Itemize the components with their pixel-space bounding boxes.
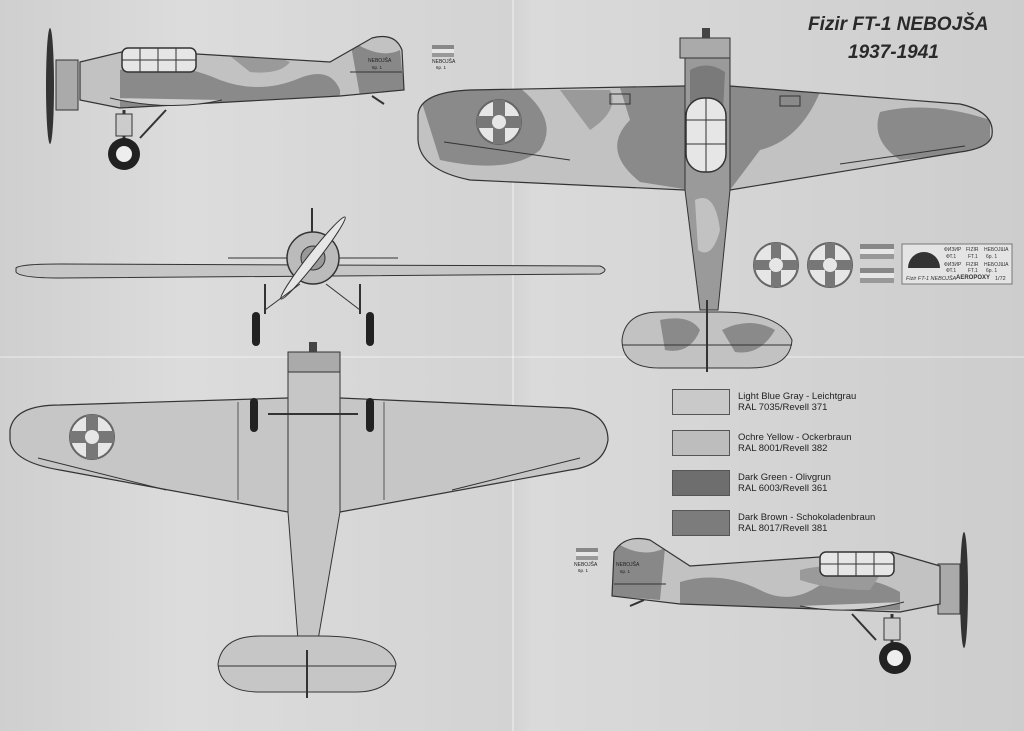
color-name: Light Blue Gray - Leichtgrau	[738, 391, 857, 402]
color-name: Dark Brown - Schokoladenbraun	[738, 512, 876, 523]
legend-text	[738, 512, 938, 534]
legend-row	[672, 510, 932, 540]
color-swatch	[672, 430, 730, 456]
propeller-side	[46, 28, 54, 144]
decal-text-1b: FIZIR	[966, 247, 979, 253]
legend-row	[672, 389, 932, 419]
decal-text-1a: ФИЗИР	[944, 247, 962, 253]
front-wheel-left	[252, 312, 260, 346]
flag-name-right: NEBOJŠA	[574, 562, 598, 568]
decal-text-3b: FIZIR	[966, 262, 979, 268]
front-view	[16, 208, 605, 346]
fuselage-unit: 6p. 1	[372, 65, 383, 70]
page-title: Fizir FT-1 NEBOJŠA	[808, 14, 989, 35]
decal-roundel-2	[808, 243, 852, 287]
legend-text	[738, 391, 938, 413]
decal-text-4c: 6p. 1	[986, 268, 998, 274]
bottom-fuselage	[288, 372, 340, 640]
bottom-wheel-left	[250, 398, 258, 432]
decal-caption-model: Fizir FT-1 NEBOJŠA	[906, 276, 957, 282]
bottom-wheel-right	[366, 398, 374, 432]
color-name: Dark Green - Olivgrun	[738, 472, 831, 483]
flag-small-left	[432, 45, 456, 70]
decal-flag-2	[860, 268, 894, 283]
decal-flag-1	[860, 244, 894, 259]
flag-unit-left: 6p. 1	[436, 65, 447, 70]
color-swatch	[672, 389, 730, 415]
flag-unit-right: 6p. 1	[578, 568, 589, 573]
decal-roundel-1	[754, 243, 798, 287]
legend-row	[672, 430, 932, 460]
side-view-right	[574, 530, 968, 674]
decal-text-3c: НЕБОЈША	[984, 262, 1009, 268]
color-code: RAL 8001/Revell 382	[738, 443, 828, 454]
legend-text	[738, 432, 938, 454]
flag-name-left: NEBOJŠA	[432, 59, 456, 65]
legend-text	[738, 472, 938, 494]
decal-text-2c: 6p. 1	[986, 254, 998, 260]
roundel-bottom-wing	[70, 415, 114, 459]
decal-text-3a: ФИЗИР	[944, 262, 962, 268]
flag-small-right	[574, 548, 598, 573]
top-cowling	[680, 38, 730, 58]
fuselage-unit-right: 6p. 1	[620, 569, 631, 574]
decal-text-2b: FT.1	[968, 254, 978, 260]
page-subtitle-years: 1937-1941	[848, 42, 939, 63]
legend-row	[672, 470, 932, 500]
roundel-top-wing	[477, 100, 521, 144]
color-code: RAL 7035/Revell 371	[738, 402, 828, 413]
engine-cowling	[56, 60, 78, 110]
engine-cowling-right	[938, 564, 960, 614]
decal-text-4a: ФТ.1	[946, 268, 957, 274]
top-view	[410, 28, 1000, 372]
side-view-left	[46, 28, 456, 170]
propeller-side-right	[960, 532, 968, 648]
bottom-view	[10, 342, 608, 698]
color-code: RAL 8017/Revell 381	[738, 523, 828, 534]
fuselage-name: NEBOJŠA	[368, 58, 392, 64]
color-name: Ochre Yellow - Ockerbraun	[738, 432, 852, 443]
color-code: RAL 6003/Revell 361	[738, 483, 828, 494]
decal-caption-brand: AEROPOXY	[956, 275, 991, 281]
decal-text-4b: FT.1	[968, 268, 978, 274]
decal-caption-scale: 1/72	[995, 276, 1006, 282]
color-swatch	[672, 510, 730, 536]
fuselage-name-right: NEBOJŠA	[616, 562, 640, 568]
decal-text-1c: НЕБОЈША	[984, 247, 1009, 253]
front-wheel-right	[366, 312, 374, 346]
decal-text-2a: ФТ.1	[946, 254, 957, 260]
color-swatch	[672, 470, 730, 496]
